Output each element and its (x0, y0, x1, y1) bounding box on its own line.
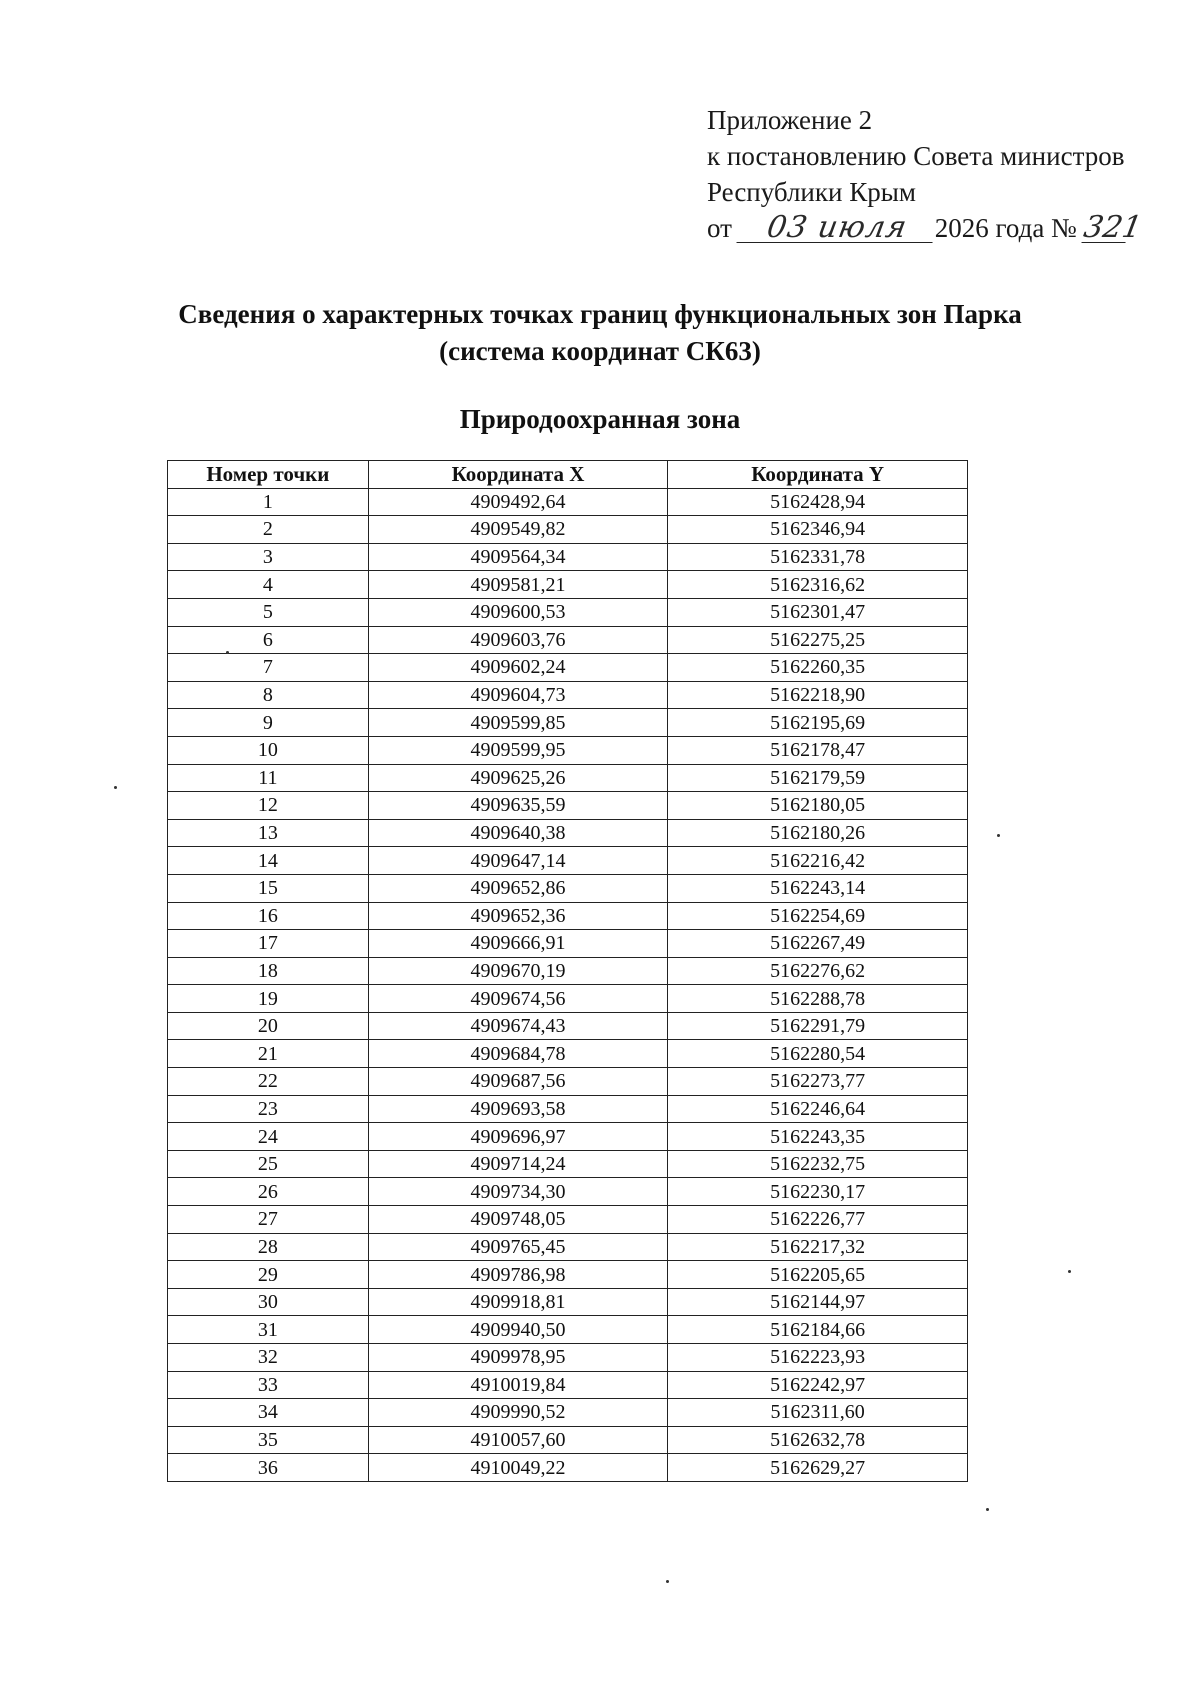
cell-point-number: 20 (168, 1012, 369, 1040)
cell-point-number: 10 (168, 736, 369, 764)
cell-coordinate-y: 5162273,77 (668, 1068, 968, 1096)
table-header-row (168, 461, 968, 489)
cell-point-number: 11 (168, 764, 369, 792)
cell-point-number: 1 (168, 488, 369, 516)
table-row (168, 902, 968, 930)
handwritten-number: 321 (1080, 210, 1145, 245)
cell-coordinate-y: 5162216,42 (668, 847, 968, 875)
table-row (168, 1012, 968, 1040)
cell-coordinate-y: 5162288,78 (668, 985, 968, 1013)
cell-point-number: 7 (168, 654, 369, 682)
scan-speck (1068, 1270, 1071, 1273)
scan-speck (986, 1508, 989, 1511)
cell-coordinate-x: 4909604,73 (368, 681, 668, 709)
table-row (168, 1371, 968, 1399)
cell-point-number: 22 (168, 1068, 369, 1096)
cell-coordinate-y: 5162226,77 (668, 1206, 968, 1234)
cell-point-number: 9 (168, 709, 369, 737)
cell-coordinate-y: 5162184,66 (668, 1316, 968, 1344)
cell-coordinate-x: 4909670,19 (368, 957, 668, 985)
table-row (168, 930, 968, 958)
cell-coordinate-x: 4909599,95 (368, 736, 668, 764)
table-row (168, 681, 968, 709)
cell-point-number: 26 (168, 1178, 369, 1206)
table-row (168, 1150, 968, 1178)
cell-coordinate-y: 5162180,05 (668, 792, 968, 820)
table-row (168, 571, 968, 599)
cell-point-number: 6 (168, 626, 369, 654)
cell-coordinate-x: 4909918,81 (368, 1288, 668, 1316)
cell-coordinate-x: 4909666,91 (368, 930, 668, 958)
table-row (168, 764, 968, 792)
table-row (168, 1288, 968, 1316)
table-row (168, 488, 968, 516)
cell-point-number: 36 (168, 1454, 369, 1482)
table-row (168, 709, 968, 737)
cell-point-number: 31 (168, 1316, 369, 1344)
table-row (168, 847, 968, 875)
cell-coordinate-x: 4909687,56 (368, 1068, 668, 1096)
cell-point-number: 35 (168, 1426, 369, 1454)
cell-point-number: 15 (168, 874, 369, 902)
cell-coordinate-x: 4909990,52 (368, 1399, 668, 1427)
cell-coordinate-y: 5162246,64 (668, 1095, 968, 1123)
appendix-block (707, 102, 1145, 246)
cell-coordinate-y: 5162232,75 (668, 1150, 968, 1178)
cell-coordinate-y: 5162243,14 (668, 874, 968, 902)
cell-point-number: 32 (168, 1344, 369, 1372)
cell-coordinate-x: 4910057,60 (368, 1426, 668, 1454)
coordinates-table (167, 460, 968, 1482)
table-row (168, 792, 968, 820)
table-body (168, 488, 968, 1481)
cell-point-number: 27 (168, 1206, 369, 1234)
table-row (168, 654, 968, 682)
cell-coordinate-x: 4909684,78 (368, 1040, 668, 1068)
cell-coordinate-y: 5162260,35 (668, 654, 968, 682)
cell-coordinate-y: 5162267,49 (668, 930, 968, 958)
header-coordinate-x: Координата X (368, 461, 668, 489)
zone-title: Природоохранная зона (459, 404, 741, 434)
header-coordinate-y: Координата Y (668, 461, 968, 489)
cell-coordinate-x: 4910049,22 (368, 1454, 668, 1482)
cell-coordinate-y: 5162632,78 (668, 1426, 968, 1454)
cell-coordinate-x: 4909940,50 (368, 1316, 668, 1344)
table-row (168, 985, 968, 1013)
cell-coordinate-y: 5162291,79 (668, 1012, 968, 1040)
cell-coordinate-x: 4909734,30 (368, 1178, 668, 1206)
cell-coordinate-x: 4909640,38 (368, 819, 668, 847)
cell-point-number: 14 (168, 847, 369, 875)
table-row (168, 957, 968, 985)
cell-coordinate-x: 4909978,95 (368, 1344, 668, 1372)
cell-coordinate-y: 5162218,90 (668, 681, 968, 709)
cell-coordinate-y: 5162316,62 (668, 571, 968, 599)
cell-point-number: 21 (168, 1040, 369, 1068)
scan-speck (114, 786, 117, 789)
cell-coordinate-x: 4909564,34 (368, 543, 668, 571)
document-title (0, 296, 1200, 370)
cell-coordinate-x: 4909696,97 (368, 1123, 668, 1151)
header-point-number: Номер точки (168, 461, 369, 489)
cell-coordinate-y: 5162331,78 (668, 543, 968, 571)
cell-coordinate-y: 5162195,69 (668, 709, 968, 737)
cell-point-number: 8 (168, 681, 369, 709)
cell-coordinate-x: 4909549,82 (368, 516, 668, 544)
table-row (168, 874, 968, 902)
table-row (168, 1261, 968, 1289)
table-row (168, 736, 968, 764)
cell-coordinate-y: 5162180,26 (668, 819, 968, 847)
date-prefix: от (707, 213, 732, 243)
cell-coordinate-x: 4909602,24 (368, 654, 668, 682)
cell-coordinate-y: 5162276,62 (668, 957, 968, 985)
cell-coordinate-x: 4909599,85 (368, 709, 668, 737)
cell-point-number: 30 (168, 1288, 369, 1316)
cell-point-number: 25 (168, 1150, 369, 1178)
table-row (168, 1233, 968, 1261)
date-suffix: 2026 года № (934, 213, 1077, 243)
table-row (168, 1095, 968, 1123)
cell-coordinate-y: 5162243,35 (668, 1123, 968, 1151)
cell-coordinate-y: 5162217,32 (668, 1233, 968, 1261)
cell-coordinate-y: 5162254,69 (668, 902, 968, 930)
cell-coordinate-y: 5162629,27 (668, 1454, 968, 1482)
table-row (168, 543, 968, 571)
cell-coordinate-x: 4909652,86 (368, 874, 668, 902)
cell-coordinate-y: 5162205,65 (668, 1261, 968, 1289)
cell-coordinate-x: 4909492,64 (368, 488, 668, 516)
cell-coordinate-y: 5162230,17 (668, 1178, 968, 1206)
table-row (168, 819, 968, 847)
table-row (168, 1040, 968, 1068)
cell-coordinate-x: 4909635,59 (368, 792, 668, 820)
table-row (168, 1206, 968, 1234)
cell-coordinate-x: 4909652,36 (368, 902, 668, 930)
cell-point-number: 19 (168, 985, 369, 1013)
cell-point-number: 18 (168, 957, 369, 985)
cell-point-number: 5 (168, 598, 369, 626)
cell-coordinate-x: 4909748,05 (368, 1206, 668, 1234)
cell-coordinate-y: 5162311,60 (668, 1399, 968, 1427)
cell-coordinate-y: 5162179,59 (668, 764, 968, 792)
cell-coordinate-y: 5162144,97 (668, 1288, 968, 1316)
cell-point-number: 2 (168, 516, 369, 544)
cell-coordinate-x: 4909765,45 (368, 1233, 668, 1261)
cell-coordinate-x: 4909693,58 (368, 1095, 668, 1123)
cell-point-number: 33 (168, 1371, 369, 1399)
cell-point-number: 28 (168, 1233, 369, 1261)
table-row (168, 1123, 968, 1151)
cell-coordinate-y: 5162428,94 (668, 488, 968, 516)
cell-coordinate-y: 5162242,97 (668, 1371, 968, 1399)
scan-speck (997, 834, 1000, 837)
cell-coordinate-x: 4909647,14 (368, 847, 668, 875)
cell-coordinate-y: 5162223,93 (668, 1344, 968, 1372)
cell-point-number: 13 (168, 819, 369, 847)
cell-coordinate-y: 5162280,54 (668, 1040, 968, 1068)
appendix-line-2: к постановлению Совета министров (707, 141, 1125, 171)
appendix-date-line (707, 210, 1145, 246)
cell-coordinate-x: 4909581,21 (368, 571, 668, 599)
cell-coordinate-x: 4909674,56 (368, 985, 668, 1013)
table-row (168, 1426, 968, 1454)
cell-coordinate-y: 5162346,94 (668, 516, 968, 544)
appendix-line-1: Приложение 2 (707, 105, 873, 135)
cell-point-number: 12 (168, 792, 369, 820)
title-line-1: Сведения о характерных точках границ функциональных зон Парка (178, 299, 1022, 329)
cell-coordinate-x: 4910019,84 (368, 1371, 668, 1399)
cell-point-number: 17 (168, 930, 369, 958)
cell-point-number: 4 (168, 571, 369, 599)
cell-coordinate-y: 5162275,25 (668, 626, 968, 654)
cell-point-number: 16 (168, 902, 369, 930)
table-row (168, 1316, 968, 1344)
cell-coordinate-y: 5162178,47 (668, 736, 968, 764)
table-row (168, 516, 968, 544)
cell-coordinate-x: 4909674,43 (368, 1012, 668, 1040)
table-row (168, 1068, 968, 1096)
cell-point-number: 23 (168, 1095, 369, 1123)
cell-point-number: 29 (168, 1261, 369, 1289)
table-row (168, 626, 968, 654)
table-row (168, 1344, 968, 1372)
appendix-line-3: Республики Крым (707, 177, 916, 207)
cell-coordinate-x: 4909603,76 (368, 626, 668, 654)
cell-coordinate-y: 5162301,47 (668, 598, 968, 626)
cell-point-number: 24 (168, 1123, 369, 1151)
scan-speck (226, 651, 229, 654)
table-row (168, 1399, 968, 1427)
table-row (168, 1178, 968, 1206)
scan-speck (666, 1580, 669, 1583)
table-row (168, 1454, 968, 1482)
handwritten-date: 03 июля (736, 214, 937, 243)
cell-coordinate-x: 4909600,53 (368, 598, 668, 626)
cell-coordinate-x: 4909786,98 (368, 1261, 668, 1289)
cell-point-number: 3 (168, 543, 369, 571)
title-line-2: (система координат СК63) (439, 336, 761, 366)
cell-point-number: 34 (168, 1399, 369, 1427)
cell-coordinate-x: 4909714,24 (368, 1150, 668, 1178)
cell-coordinate-x: 4909625,26 (368, 764, 668, 792)
table-row (168, 598, 968, 626)
